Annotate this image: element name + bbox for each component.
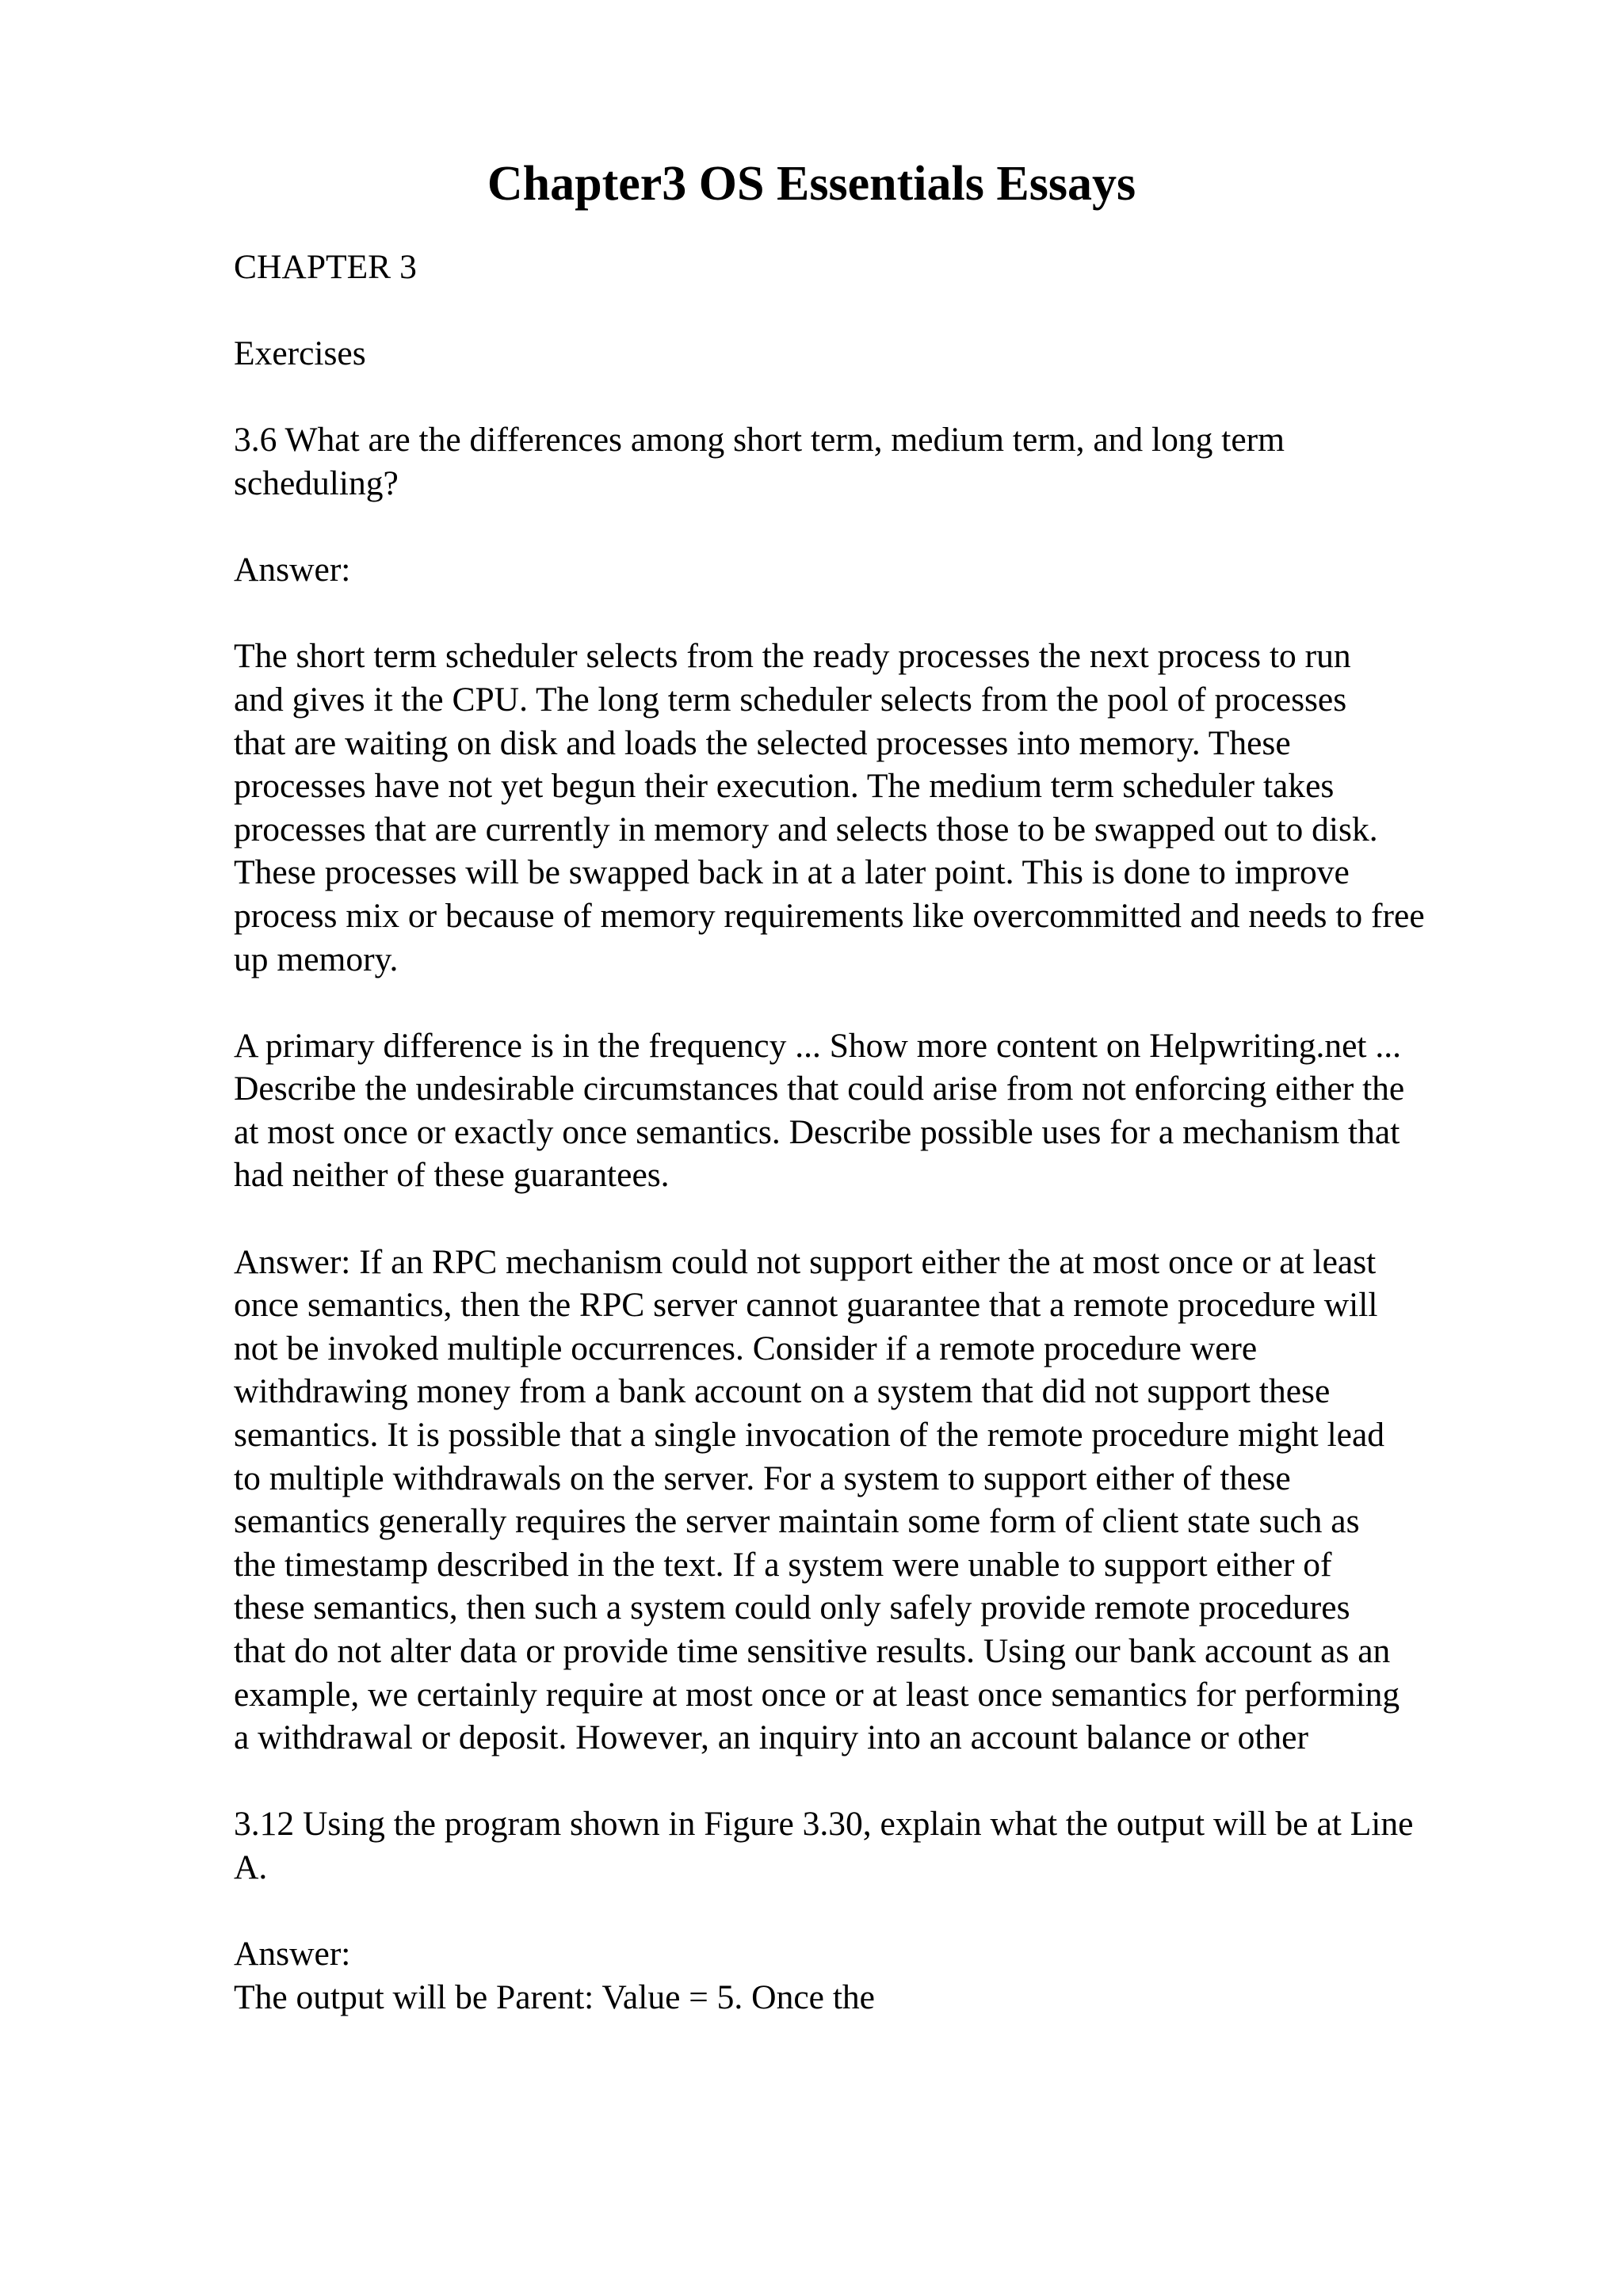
text-line: Answer: If an RPC mechanism could not support either the at most once or at least bbox=[234, 1242, 1377, 1281]
text-line: the timestamp described in the text. If a system were unable to support either of bbox=[234, 1545, 1332, 1584]
question-line: 3.6 What are the differences among short term, medium term, and long term bbox=[234, 421, 1285, 460]
text-line: semantics generally requires the server maintain some form of client state such as bbox=[234, 1502, 1360, 1541]
paragraph-gap bbox=[234, 1197, 1565, 1241]
answer-3-12-text: The output will be Parent: Value = 5. Once the bbox=[234, 1978, 875, 2016]
text-line: These processes will be swapped back in at a later point. This is done to improve bbox=[234, 853, 1350, 892]
paragraph-gap bbox=[234, 981, 1565, 1024]
question-line: scheduling? bbox=[234, 463, 399, 502]
text-line: a withdrawal or deposit. However, an inquiry into an account balance or other bbox=[234, 1718, 1308, 1757]
text-line: example, we certainly require at most once or at least once semantics for performing bbox=[234, 1675, 1400, 1714]
paragraph-gap bbox=[234, 376, 1565, 419]
rpc-answer-paragraph bbox=[234, 1241, 1565, 1760]
paragraph-gap bbox=[234, 592, 1565, 635]
paragraph-gap bbox=[234, 1760, 1565, 1803]
text-line: process mix or because of memory requirements like overcommitted and needs to free bbox=[234, 896, 1425, 935]
answer-3-6-paragraph bbox=[234, 635, 1565, 981]
text-line: had neither of these guarantees. bbox=[234, 1156, 670, 1195]
rpc-question-paragraph bbox=[234, 1024, 1565, 1197]
chapter-heading: CHAPTER 3 bbox=[234, 248, 417, 286]
question-line: A. bbox=[234, 1848, 268, 1886]
text-line: processes that are currently in memory and selects those to be swapped out to disk. bbox=[234, 810, 1378, 849]
text-line: these semantics, then such a system could only safely provide remote procedures bbox=[234, 1589, 1350, 1627]
text-line: Describe the undesirable circumstances that could arise from not enforcing either the bbox=[234, 1070, 1405, 1108]
text-line: processes have not yet begun their execution. The medium term scheduler takes bbox=[234, 767, 1335, 806]
text-line: not be invoked multiple occurrences. Consider if a remote procedure were bbox=[234, 1329, 1258, 1367]
paragraph-gap bbox=[234, 1890, 1565, 1933]
text-line: A primary difference is in the frequency ... Show more content on Helpwriting.net ... bbox=[234, 1026, 1401, 1065]
text-line: at most once or exactly once semantics. Describe possible uses for a mechanism that bbox=[234, 1112, 1400, 1151]
text-line: to multiple withdrawals on the server. For a system to support either of these bbox=[234, 1459, 1291, 1497]
document-body bbox=[234, 246, 1565, 2019]
question-3-12 bbox=[234, 1802, 1565, 1889]
document-title: Chapter3 OS Essentials Essays bbox=[487, 157, 1136, 211]
text-line: and gives it the CPU. The long term scheduler selects from the pool of processes bbox=[234, 680, 1347, 719]
paragraph-gap bbox=[234, 505, 1565, 549]
text-line: that do not alter data or provide time sensitive results. Using our bank account as an bbox=[234, 1632, 1391, 1670]
text-line: semantics. It is possible that a single invocation of the remote procedure might lead bbox=[234, 1416, 1385, 1455]
paragraph-gap bbox=[234, 289, 1565, 333]
text-line: once semantics, then the RPC server cannot guarantee that a remote procedure will bbox=[234, 1286, 1378, 1325]
answer-label: Answer: bbox=[234, 551, 351, 589]
question-line: 3.12 Using the program shown in Figure 3.30, explain what the output will be at Line bbox=[234, 1805, 1414, 1844]
answer-label: Answer: bbox=[234, 1935, 351, 1974]
question-3-6 bbox=[234, 418, 1565, 505]
text-line: that are waiting on disk and loads the selected processes into memory. These bbox=[234, 723, 1291, 762]
text-line: withdrawing money from a bank account on a system that did not support these bbox=[234, 1372, 1331, 1411]
section-heading: Exercises bbox=[234, 334, 366, 373]
text-line: The short term scheduler selects from the ready processes the next process to run bbox=[234, 637, 1351, 676]
text-line: up memory. bbox=[234, 940, 399, 978]
